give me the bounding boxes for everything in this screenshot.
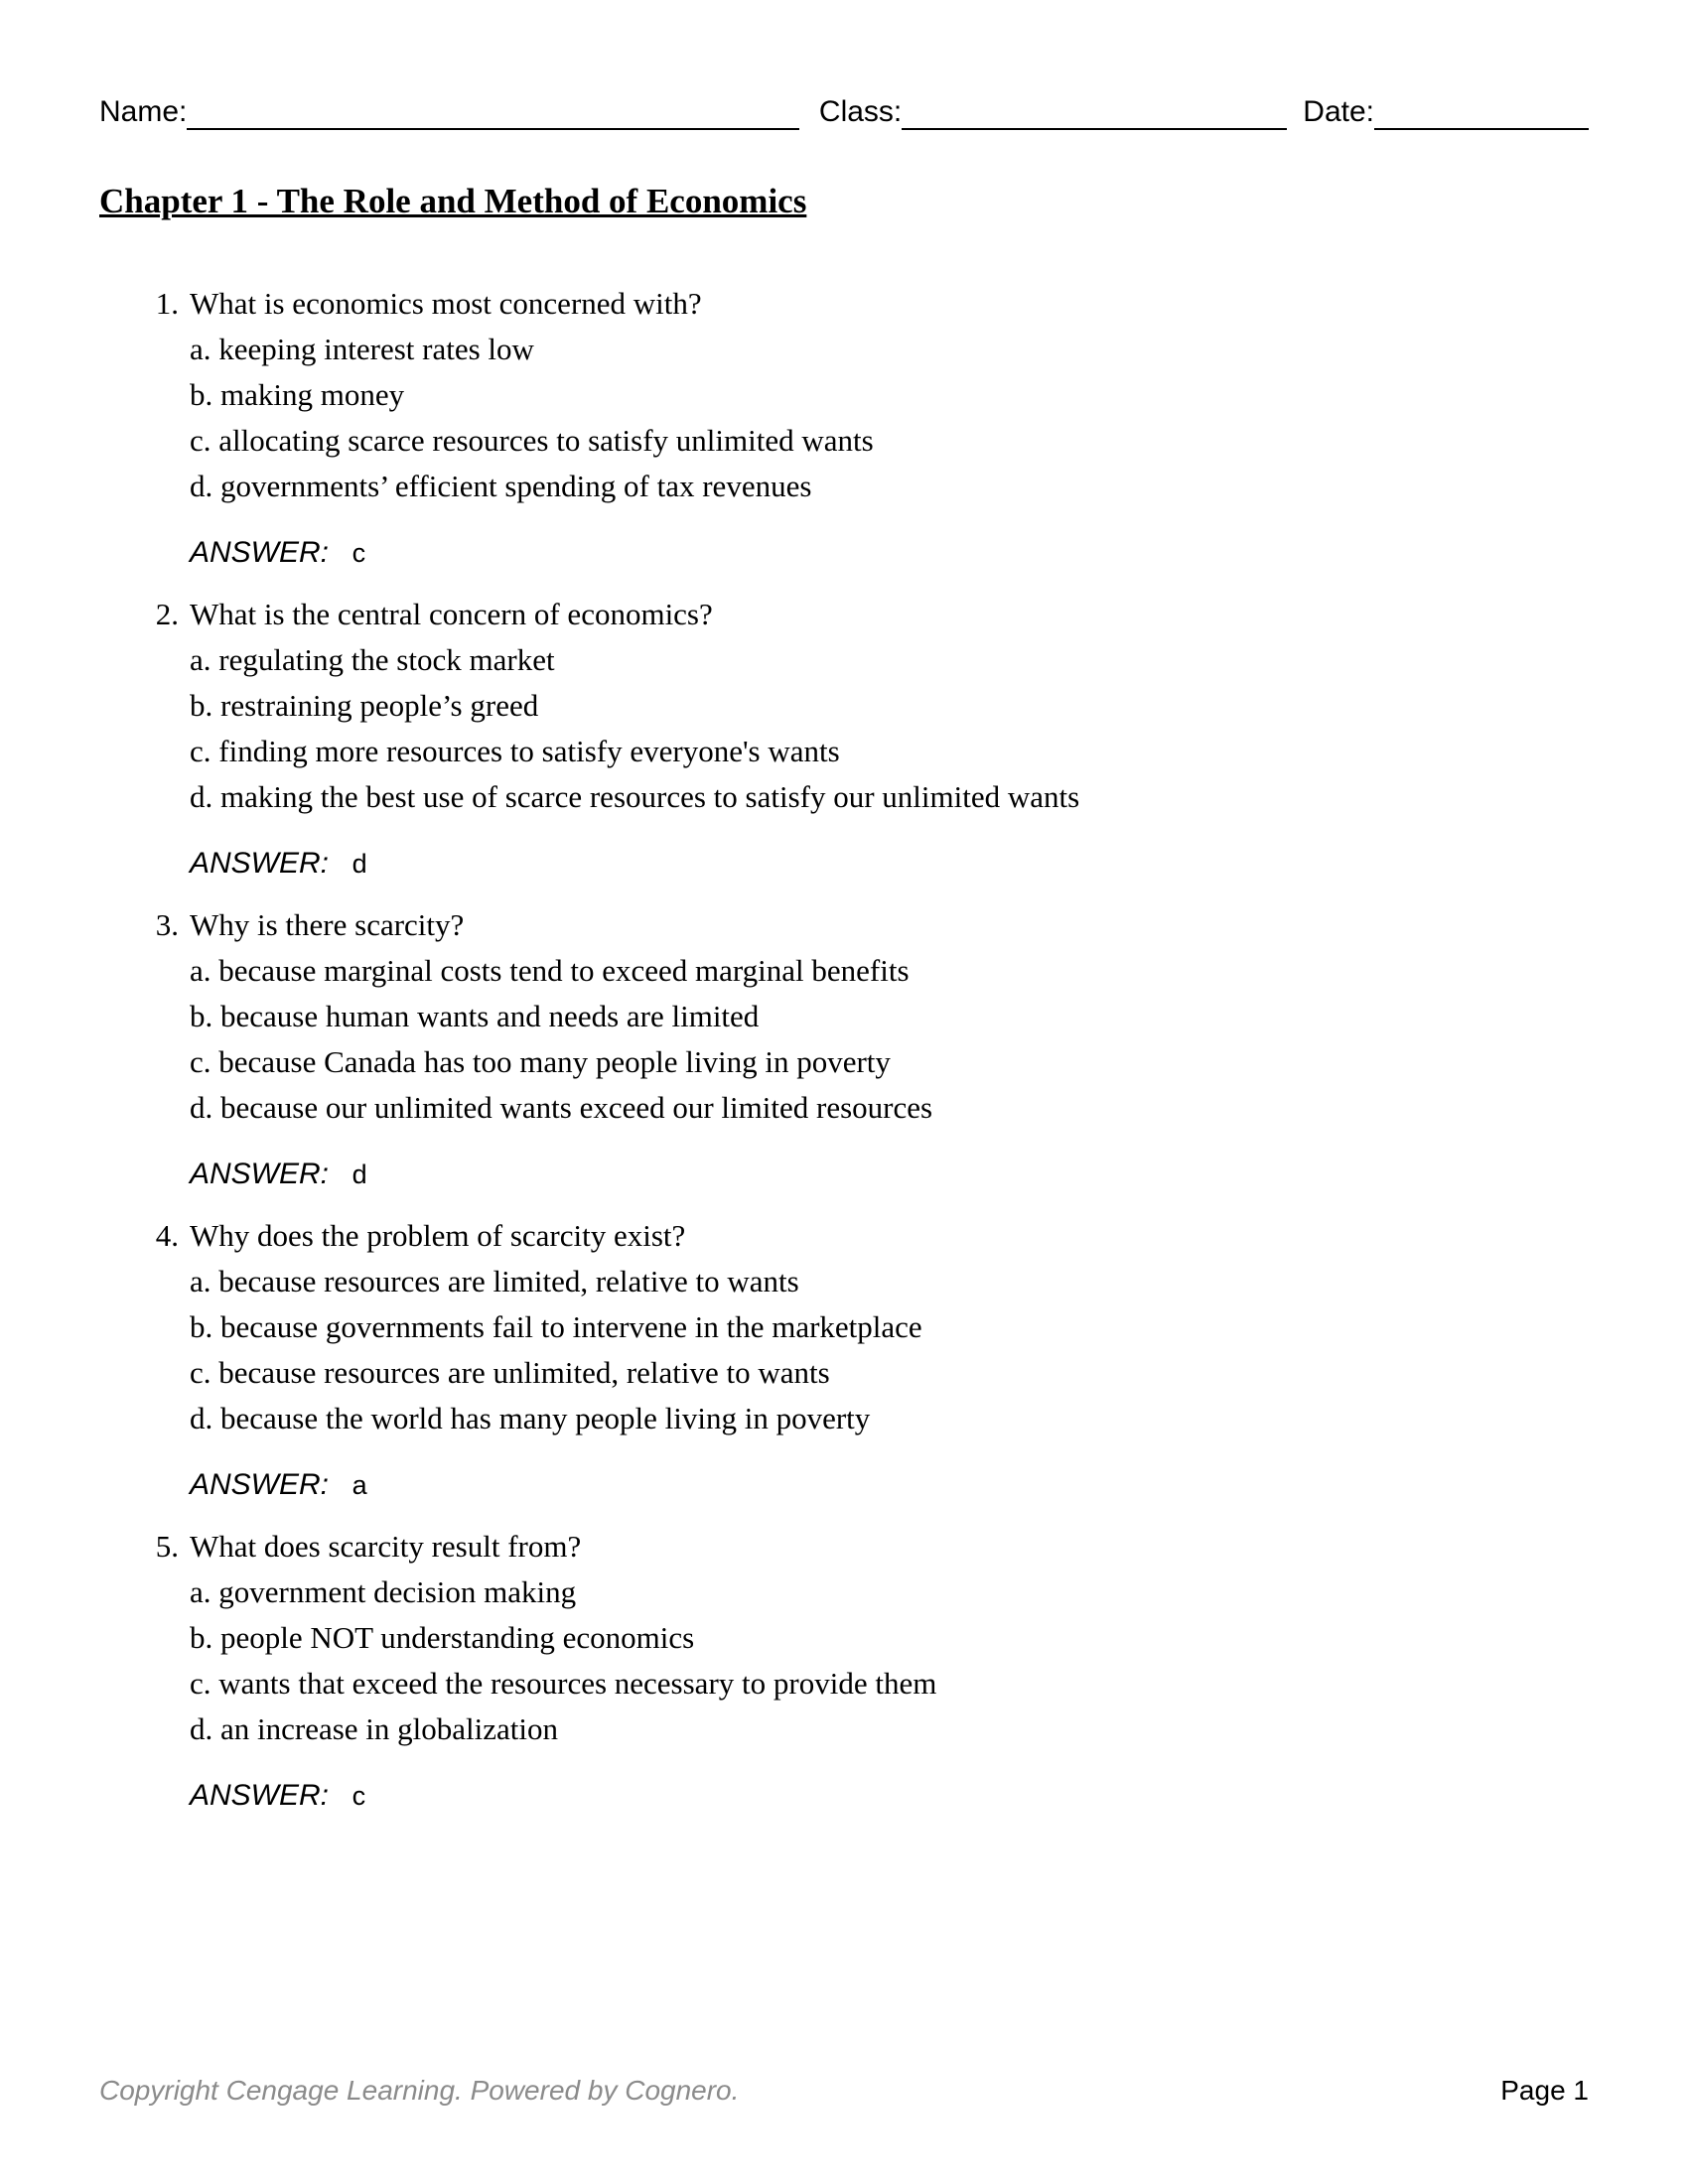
option-c: c. finding more resources to satisfy everyone's wants (190, 734, 840, 768)
class-label: Class: (818, 95, 903, 128)
date-blank-line (1374, 95, 1589, 130)
answer-row (190, 1775, 1589, 1816)
option-c: c. wants that exceed the resources necessary to provide them (190, 1666, 937, 1701)
answer-label: ANSWER: (190, 536, 330, 569)
answer-label: ANSWER: (190, 1779, 330, 1812)
chapter-title: Chapter 1 - The Role and Method of Economics (99, 182, 807, 220)
answer-value: c (352, 1781, 366, 1811)
class-blank-line (902, 95, 1287, 130)
option-d: d. governments’ efficient spending of tax revenues (190, 469, 812, 503)
question-number: 4. (155, 1218, 179, 1253)
question-1 (99, 281, 1589, 592)
answer-value: c (352, 538, 366, 568)
option-d: d. making the best use of scarce resources to satisfy our unlimited wants (190, 779, 1080, 814)
option-c: c. because Canada has too many people living in poverty (190, 1044, 891, 1079)
option-a: a. because resources are limited, relative to wants (190, 1264, 799, 1298)
option-c: c. because resources are unlimited, relative to wants (190, 1355, 830, 1390)
option-d: d. because our unlimited wants exceed our limited resources (190, 1090, 933, 1125)
option-b: b. restraining people’s greed (190, 688, 539, 723)
question-body (190, 902, 1589, 1213)
header (99, 94, 1589, 130)
question-text: What is the central concern of economics? (190, 597, 713, 631)
question-body (190, 281, 1589, 592)
class-field (819, 94, 1287, 130)
name-field (99, 94, 799, 130)
question-2 (99, 592, 1589, 902)
answer-row (190, 1464, 1589, 1505)
option-a: a. keeping interest rates low (190, 332, 534, 366)
answer-label: ANSWER: (190, 1468, 330, 1501)
question-4 (99, 1213, 1589, 1524)
question-number: 3. (155, 907, 179, 942)
date-label: Date: (1303, 95, 1374, 128)
answer-value: a (352, 1470, 367, 1500)
answer-value: d (352, 1160, 367, 1189)
question-number: 1. (155, 286, 179, 321)
option-b: b. because governments fail to intervene in the marketplace (190, 1309, 922, 1344)
question-3 (99, 902, 1589, 1213)
question-body (190, 1213, 1589, 1524)
name-label: Name: (99, 95, 188, 128)
option-a: a. government decision making (190, 1574, 577, 1609)
option-a: a. because marginal costs tend to exceed marginal benefits (190, 953, 910, 988)
question-5 (99, 1524, 1589, 1835)
answer-label: ANSWER: (190, 1158, 330, 1190)
option-b: b. people NOT understanding economics (190, 1620, 695, 1655)
question-text: Why is there scarcity? (190, 907, 465, 942)
answer-row (190, 532, 1589, 573)
question-list (99, 281, 1589, 1835)
answer-value: d (352, 849, 367, 879)
answer-row (190, 843, 1589, 884)
page-footer (99, 2075, 1589, 2107)
name-blank-line (187, 95, 799, 130)
page-number: Page 1 (1500, 2075, 1589, 2106)
question-number: 5. (155, 1529, 179, 1564)
question-text: What is economics most concerned with? (190, 286, 702, 321)
date-field (1303, 94, 1589, 130)
option-d: d. an increase in globalization (190, 1711, 559, 1746)
option-a: a. regulating the stock market (190, 642, 555, 677)
question-text: What does scarcity result from? (190, 1529, 582, 1564)
question-body (190, 592, 1589, 902)
option-b: b. making money (190, 377, 405, 412)
question-text: Why does the problem of scarcity exist? (190, 1218, 686, 1253)
answer-label: ANSWER: (190, 847, 330, 880)
question-body (190, 1524, 1589, 1835)
option-d: d. because the world has many people living in poverty (190, 1401, 871, 1435)
copyright-text: Copyright Cengage Learning. Powered by Cognero. (99, 2075, 740, 2106)
answer-row (190, 1154, 1589, 1194)
question-number: 2. (155, 597, 179, 631)
option-b: b. because human wants and needs are limited (190, 999, 760, 1033)
option-c: c. allocating scarce resources to satisfy unlimited wants (190, 423, 874, 458)
